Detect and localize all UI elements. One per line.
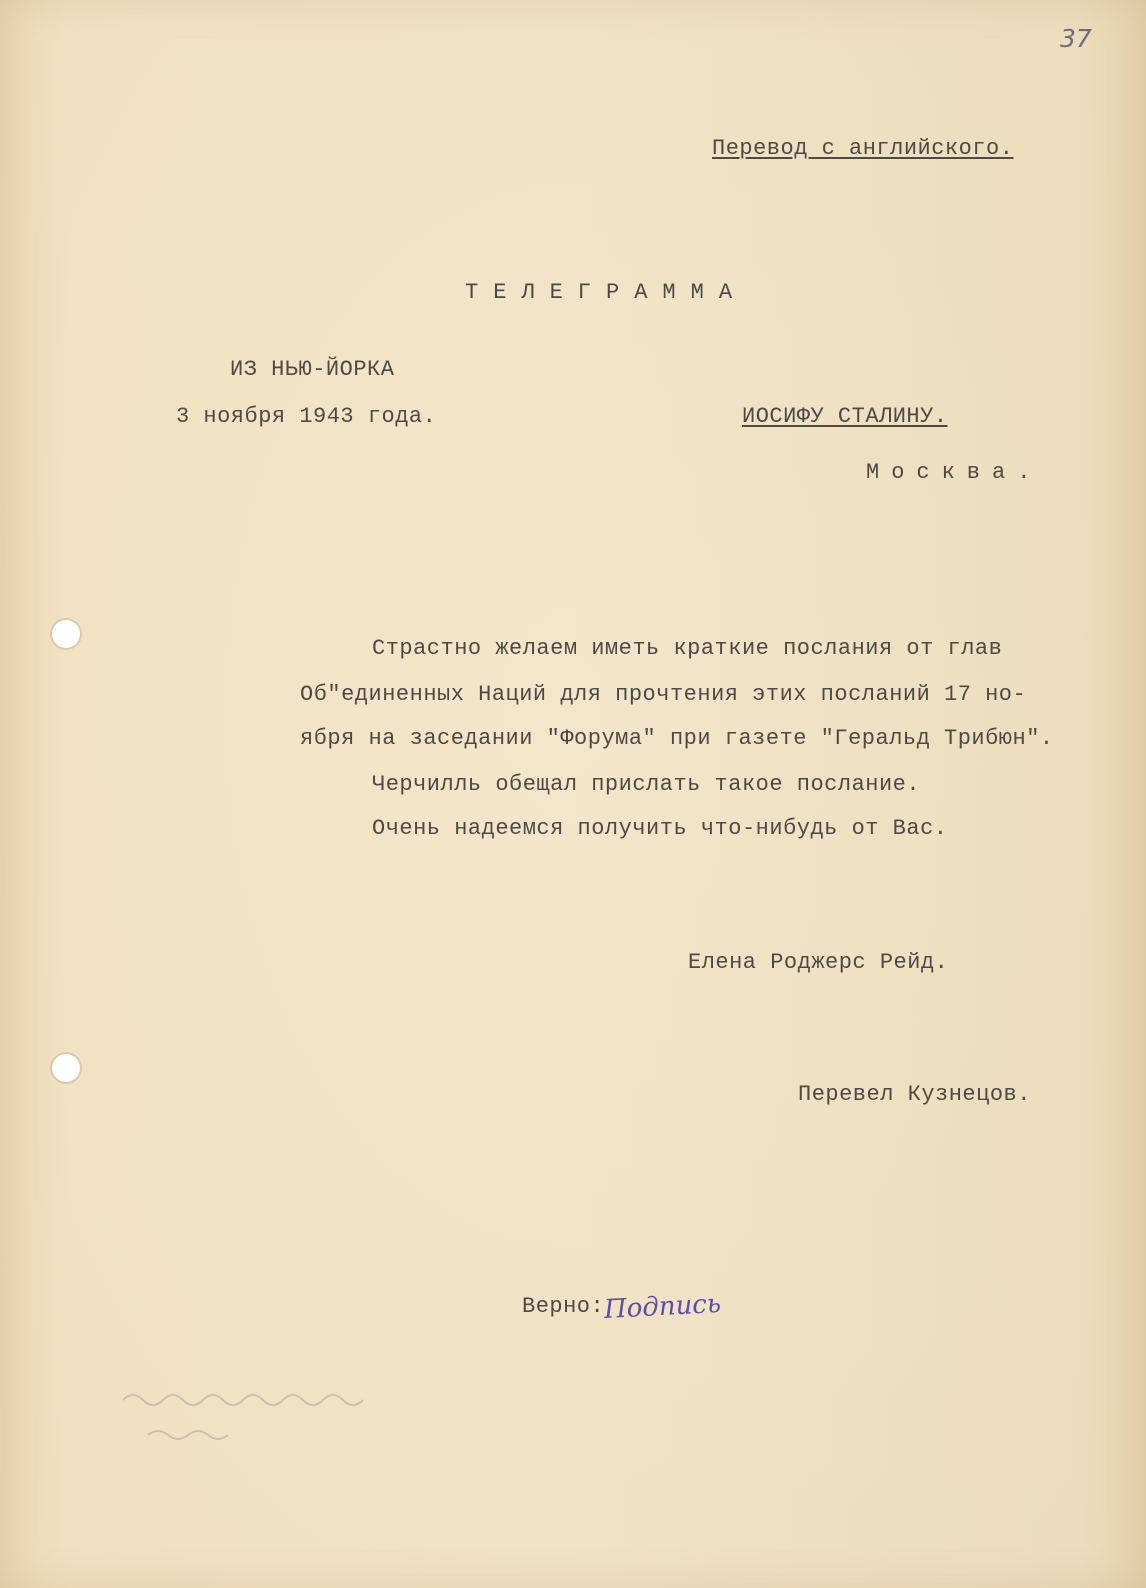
punch-hole-bottom (52, 1054, 80, 1082)
sender-name: Елена Роджерс Рейд. (688, 950, 949, 975)
punch-hole-top (52, 620, 80, 648)
folio-number: 37 (1060, 24, 1092, 53)
city-line: Москва. (866, 460, 1043, 485)
translation-note: Перевод с английского. (712, 136, 1014, 161)
handwritten-signature: Подпись (603, 1288, 722, 1326)
body-line: Черчилль обещал прислать такое послание. (372, 772, 921, 797)
body-line: Об"единенных Наций для прочтения этих посланий 17 но- (300, 682, 1027, 707)
certified-label: Верно: (522, 1294, 605, 1319)
faded-pencil-note-icon (118, 1380, 398, 1460)
translator-name: Перевел Кузнецов. (798, 1082, 1031, 1107)
body-line: Очень надеемся получить что-нибудь от Вас. (372, 816, 948, 841)
addressee-line: ИОСИФУ СТАЛИНУ. (742, 404, 948, 429)
origin-line: ИЗ НЬЮ-ЙОРКА (230, 357, 395, 382)
body-line: Страстно желаем иметь краткие послания от глав (372, 636, 1003, 661)
telegram-title: ТЕЛЕГРАММА (465, 280, 748, 305)
body-line: ября на заседании "Форума" при газете "Геральд Трибюн". (300, 726, 1054, 751)
date-line: 3 ноября 1943 года. (176, 404, 437, 429)
